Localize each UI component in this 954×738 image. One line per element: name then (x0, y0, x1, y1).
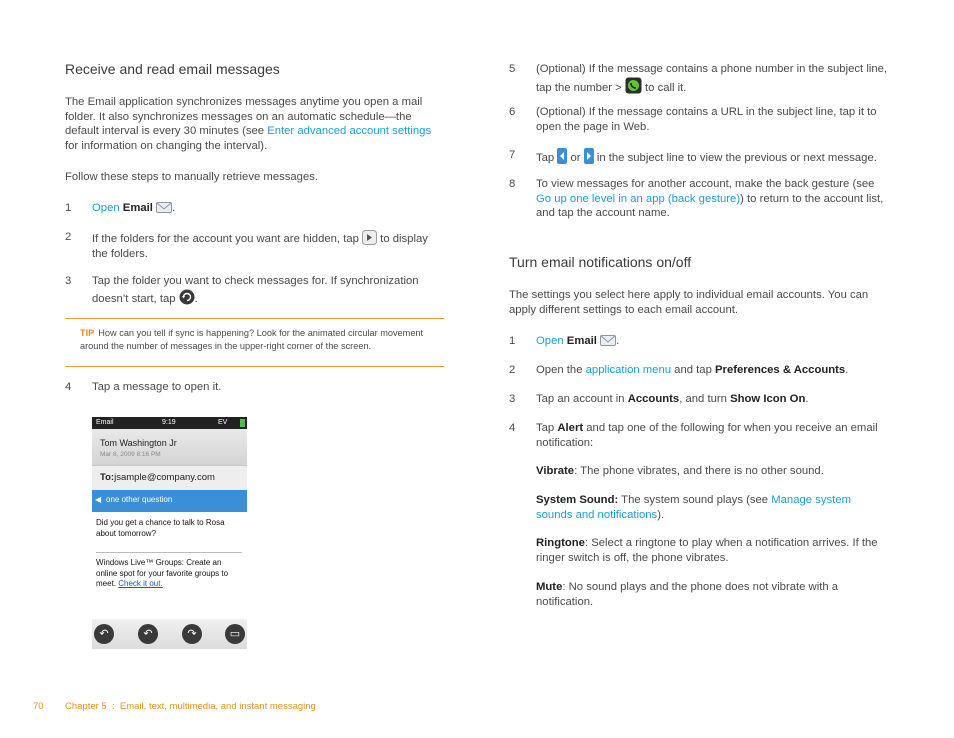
manual-page: Receive and read email messages The Email application synchronizes messages anytime you open a mail folder. It also synchronizes messages on an automatic schedule—the default interval is every 30 minutes (see Enter advanced account settings for information on changing the interval). Follow these steps to manually retrieve messages. 1 Open Email . 2 If the folders for the account you want are hidden, tap to display the folders. 3 Tap the folder you want to check messages for. If synchronization doesn’t start, tap . TIP How can you tell if sync is happening? Look for the animated circular movement around the number of messages in the upper-right corner of the screen. 4 Tap a message to open it. Email 9:19 EV Tom Washington Jr Mar 8, 2009 8:16 PM To:jsample@company.com ◀ one other question Did you get a chance to talk to Rosa about tomorrow? Windows Live™ Groups: Create an online spot for your favorite groups to meet. Check it out. ↶ ↶ ↷ ▭ 5 (Optional) If the message contains a phone number in the subject line, tap the number > to call it. 6 (Optional) If the message contains a URL in the subject line, tap it to open the page in Web. 7 Tap or in the subject line to view the previous or next message. 8 To view messages for another account, make the back gesture (see Go up one level in an app (back gesture)) to return to the account list, and tap the account name. Turn email notifications on/off The settings you select here apply to individual email accounts. You can apply different settings to each email account. 1 Open Email . 2 Open the application menu and tap Preferences & Accounts. 3 Tap an account in Accounts, and turn Show Icon On. 4 Tap Alert and tap one of the following for when you receive an email notification: Vibrate: The phone vibrates, and there is no other sound. System Sound: The system sound plays (see Manage system sounds and notifications). Ringtone: Select a ringtone to play when a notification arrives. If the ringer switch is off, the phone vibrates. Mute: No sound plays and the phone does not vibrate with a notification. 70 Chapter 5 : Email, text, multimedia, and instant messaging (33, 61, 888, 712)
tip-rule-bottom (65, 366, 444, 367)
section-heading-receive: Receive and read email messages (65, 61, 280, 77)
phone-screenshot (92, 417, 247, 649)
previous-message-icon (557, 148, 567, 164)
chapter-footer: Chapter 5 : Email, text, multimedia, and instant messaging (65, 701, 316, 712)
reply-all-icon: ↶ (138, 624, 158, 644)
option-vibrate: Vibrate: The phone vibrates, and there is no other sound. (536, 465, 824, 477)
option-mute: Mute: No sound plays and the phone does not vibrate with a notification. (536, 581, 839, 608)
email-icon (156, 201, 172, 214)
section-heading-notifications: Turn email notifications on/off (509, 254, 692, 270)
tip-rule-top (65, 318, 444, 319)
battery-icon (240, 419, 245, 427)
next-message-icon (584, 148, 594, 164)
sync-icon (179, 289, 195, 305)
prev-arrow-icon: ◀ (95, 495, 102, 504)
advanced-settings-link[interactable]: Enter advanced account settings (267, 125, 432, 138)
phone-to-field: To:jsample@company.com (92, 465, 247, 490)
email-icon (600, 334, 616, 347)
show-folders-icon (362, 230, 377, 245)
email-label: Email (122, 202, 153, 214)
phone-from-header: Tom Washington Jr Mar 8, 2009 8:16 PM (92, 429, 247, 465)
notifications-intro: The settings you select here apply to individual email accounts. You can apply different settings to each email account. (509, 289, 869, 316)
trash-icon: ▭ (225, 624, 245, 644)
reply-icon: ↶ (94, 624, 114, 644)
option-ringtone: Ringtone: Select a ringtone to play when a notification arrives. If the ringer switch is off, the phone vibrates. (536, 537, 878, 564)
phone-call-icon (625, 77, 642, 94)
open-link[interactable]: Open (92, 202, 120, 214)
tip-text: How can you tell if sync is happening? Look for the animated circular movement around the number of messages in the upper-right corner of the screen. (80, 328, 424, 351)
manage-sounds-link[interactable]: Manage system sounds and notifications (536, 494, 851, 521)
open-link-2[interactable]: Open (536, 335, 564, 347)
phone-command-bar (92, 619, 247, 649)
phone-message-body: Did you get a chance to talk to Rosa about tomorrow? Windows Live™ Groups: Create an online spot for your favorite groups to meet. Check it out. (92, 512, 247, 620)
step-number: 1 (65, 202, 72, 214)
page-number: 70 (33, 701, 44, 712)
tip-label: TIP (80, 328, 95, 338)
phone-subject-bar: ◀ one other question (92, 490, 247, 512)
phone-status-bar: Email 9:19 EV (92, 417, 247, 429)
intro-paragraph: The Email application synchronizes messages anytime you open a mail folder. It also synchronizes messages on an automatic schedule—the default interval is every 30 minutes (see Enter advanced account settings for information on changing the interval). (65, 96, 432, 152)
back-gesture-link[interactable]: Go up one level in an app (back gesture) (536, 192, 741, 205)
tip-box (80, 327, 440, 353)
follow-steps-text: Follow these steps to manually retrieve messages. (65, 171, 319, 183)
application-menu-link[interactable]: application menu (585, 364, 672, 376)
forward-icon: ↷ (182, 624, 202, 644)
option-system-sound: System Sound: The system sound plays (see Manage system sounds and notifications). (536, 494, 851, 521)
